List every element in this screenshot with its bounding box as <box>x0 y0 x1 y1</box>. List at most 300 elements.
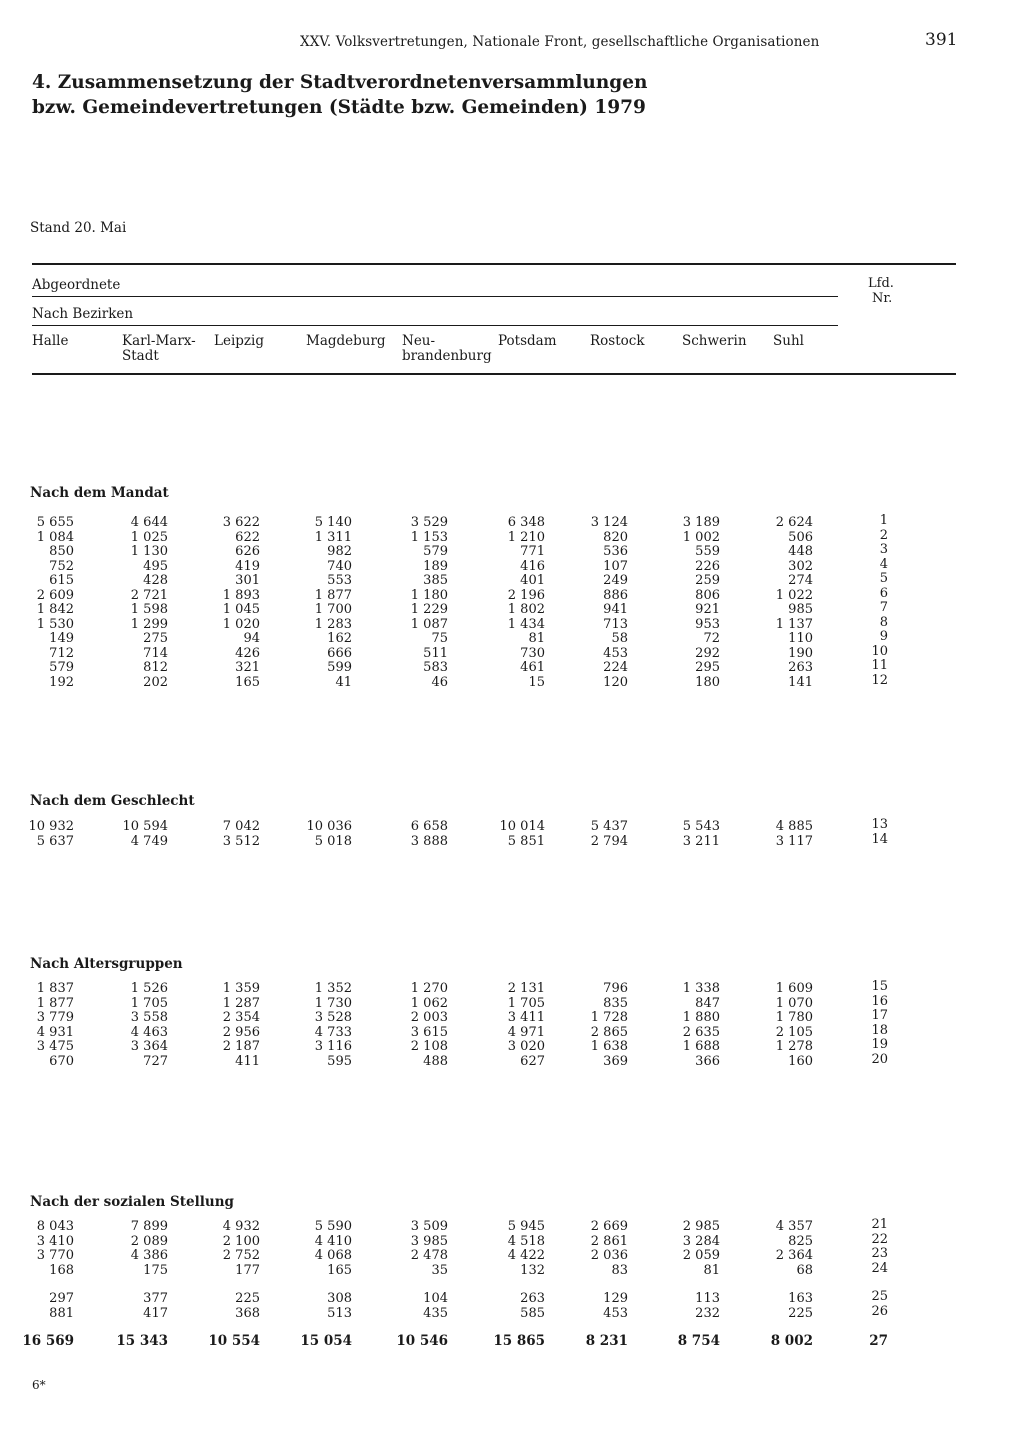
table-cell: 3 020 <box>507 1039 545 1054</box>
table-cell: 825 <box>788 1233 813 1249</box>
table-cell: 4 733 <box>314 1024 352 1040</box>
table-cell: 83 <box>611 1262 628 1278</box>
table-cell: 985 <box>788 602 813 617</box>
column-header <box>32 334 68 349</box>
stand-date: Stand 20. Mai <box>30 220 127 236</box>
column-header <box>773 334 804 349</box>
table-cell: 713 <box>603 616 628 632</box>
table-cell: 1 283 <box>314 616 352 632</box>
table-cell: 3 528 <box>314 1010 352 1025</box>
table-cell: 6 348 <box>507 515 545 530</box>
table-cell: 847 <box>695 995 720 1011</box>
table-cell: 202 <box>143 674 168 690</box>
table-cell: 1 780 <box>775 1010 813 1025</box>
table-cell: 1 705 <box>130 995 168 1011</box>
table-cell: 1 070 <box>775 995 813 1011</box>
table-cell: 3 116 <box>314 1039 352 1054</box>
row-number: 22 <box>871 1231 888 1247</box>
table-cell: 982 <box>327 544 352 559</box>
row-number: 8 <box>879 614 888 630</box>
table-cell: 583 <box>423 660 448 675</box>
total-cell: 15 054 <box>300 1333 352 1349</box>
table-cell: 1 877 <box>314 587 352 603</box>
table-cell: 2 089 <box>130 1233 168 1249</box>
table-cell: 4 644 <box>130 515 168 530</box>
table-cell: 1 609 <box>775 981 813 996</box>
table-cell: 796 <box>603 981 628 996</box>
table-cell: 411 <box>235 1053 260 1069</box>
table-cell: 141 <box>788 674 813 690</box>
table-cell: 189 <box>423 558 448 574</box>
table-cell: 75 <box>431 631 448 646</box>
column-header-line: brandenburg <box>402 348 492 364</box>
row-number: 3 <box>879 542 888 557</box>
table-cell: 488 <box>423 1053 448 1069</box>
table-cell: 941 <box>603 602 628 617</box>
page-title <box>32 70 647 120</box>
table-cell: 192 <box>49 674 74 690</box>
column-header-line: Stadt <box>122 348 159 364</box>
table-cell: 615 <box>49 573 74 588</box>
table-cell: 559 <box>695 544 720 559</box>
table-cell: 5 637 <box>36 833 74 849</box>
table-cell: 5 590 <box>314 1219 352 1234</box>
table-cell: 2 721 <box>130 587 168 603</box>
column-header <box>682 334 747 349</box>
table-cell: 190 <box>788 645 813 661</box>
table-cell: 670 <box>49 1053 74 1069</box>
table-cell: 177 <box>235 1262 260 1278</box>
table-cell: 2 108 <box>410 1039 448 1054</box>
row-number: 14 <box>871 831 888 847</box>
table-cell: 2 635 <box>682 1024 720 1040</box>
table-cell: 3 558 <box>130 1010 168 1025</box>
table-cell: 274 <box>788 573 813 588</box>
table-cell: 1 842 <box>36 602 74 617</box>
table-cell: 553 <box>327 573 352 588</box>
table-cell: 3 985 <box>410 1233 448 1249</box>
column-header <box>306 334 386 349</box>
table-cell: 4 971 <box>507 1024 545 1040</box>
row-number: 18 <box>871 1022 888 1038</box>
table-cell: 4 749 <box>130 833 168 849</box>
table-cell: 3 770 <box>36 1248 74 1263</box>
table-cell: 1 728 <box>590 1010 628 1025</box>
table-cell: 595 <box>327 1053 352 1069</box>
table-cell: 1 352 <box>314 981 352 996</box>
table-cell: 1 025 <box>130 529 168 545</box>
row-number: 16 <box>871 993 888 1009</box>
table-top-rule <box>32 263 956 265</box>
table-cell: 2 865 <box>590 1024 628 1040</box>
table-cell: 3 284 <box>682 1233 720 1249</box>
title-line-2: bzw. Gemeindevertretungen (Städte bzw. Gemeinden) 1979 <box>32 97 646 118</box>
lfd-line-1: Lfd. <box>868 276 894 291</box>
table-cell: 2 036 <box>590 1248 628 1263</box>
table-cell: 2 354 <box>222 1010 260 1025</box>
column-header <box>214 334 264 349</box>
table-cell: 160 <box>788 1053 813 1069</box>
table-cell: 110 <box>788 631 813 646</box>
table-cell: 1 880 <box>682 1010 720 1025</box>
table-cell: 263 <box>520 1291 545 1306</box>
table-cell: 81 <box>703 1262 720 1278</box>
running-header: XXV. Volksvertretungen, Nationale Front, gesellschaftliche Organisationen <box>300 34 820 50</box>
table-cell: 385 <box>423 573 448 588</box>
table-cell: 1 877 <box>36 995 74 1011</box>
header-rule-1 <box>32 296 838 297</box>
table-cell: 771 <box>520 544 545 559</box>
table-cell: 165 <box>235 674 260 690</box>
table-cell: 46 <box>431 674 448 690</box>
header-nach-bezirken: Nach Bezirken <box>32 306 134 322</box>
table-cell: 4 357 <box>775 1219 813 1234</box>
row-number: 6 <box>879 585 888 601</box>
table-cell: 622 <box>235 529 260 545</box>
table-cell: 850 <box>49 544 74 559</box>
total-cell: 8 754 <box>677 1333 720 1349</box>
table-cell: 163 <box>788 1291 813 1306</box>
table-cell: 495 <box>143 558 168 574</box>
table-cell: 511 <box>423 645 448 661</box>
lfd-line-2: Nr. <box>872 291 893 306</box>
table-cell: 428 <box>143 573 168 588</box>
header-rule-2 <box>32 325 838 326</box>
table-cell: 104 <box>423 1291 448 1306</box>
row-number: 13 <box>871 817 888 832</box>
column-header-line: Halle <box>32 333 69 349</box>
table-cell: 2 956 <box>222 1024 260 1040</box>
table-cell: 180 <box>695 674 720 690</box>
table-cell: 369 <box>603 1053 628 1069</box>
table-cell: 295 <box>695 660 720 675</box>
table-cell: 3 622 <box>222 515 260 530</box>
table-cell: 7 899 <box>130 1219 168 1234</box>
table-cell: 1 802 <box>507 602 545 617</box>
table-cell: 120 <box>603 674 628 690</box>
table-cell: 5 437 <box>590 819 628 834</box>
table-cell: 132 <box>520 1262 545 1278</box>
row-number: 15 <box>871 979 888 994</box>
table-cell: 1 730 <box>314 995 352 1011</box>
table-cell: 712 <box>49 645 74 661</box>
table-cell: 225 <box>788 1305 813 1321</box>
row-number: 24 <box>871 1260 888 1276</box>
table-cell: 302 <box>788 558 813 574</box>
table-cell: 1 084 <box>36 529 74 545</box>
table-cell: 2 861 <box>590 1233 628 1249</box>
table-cell: 435 <box>423 1305 448 1321</box>
table-cell: 129 <box>603 1291 628 1306</box>
table-cell: 1 153 <box>410 529 448 545</box>
table-cell: 5 018 <box>314 833 352 849</box>
table-cell: 4 386 <box>130 1248 168 1263</box>
table-cell: 881 <box>49 1305 74 1321</box>
table-cell: 453 <box>603 645 628 661</box>
table-cell: 3 410 <box>36 1233 74 1249</box>
column-header-line: Neu- <box>402 333 436 349</box>
table-cell: 72 <box>703 631 720 646</box>
total-cell: 8 002 <box>770 1333 813 1349</box>
row-number: 11 <box>871 658 888 673</box>
table-cell: 1 837 <box>36 981 74 996</box>
table-cell: 3 615 <box>410 1024 448 1040</box>
table-cell: 2 003 <box>410 1010 448 1025</box>
table-cell: 2 669 <box>590 1219 628 1234</box>
table-cell: 94 <box>243 631 260 646</box>
table-cell: 1 210 <box>507 529 545 545</box>
table-cell: 2 364 <box>775 1248 813 1263</box>
table-cell: 3 124 <box>590 515 628 530</box>
table-cell: 1 530 <box>36 616 74 632</box>
table-cell: 2 100 <box>222 1233 260 1249</box>
section-title: Nach der sozialen Stellung <box>30 1194 234 1210</box>
table-cell: 1 688 <box>682 1039 720 1054</box>
table-cell: 627 <box>520 1053 545 1069</box>
table-cell: 297 <box>49 1291 74 1306</box>
table-cell: 8 043 <box>36 1219 74 1234</box>
table-cell: 3 475 <box>36 1039 74 1054</box>
table-cell: 426 <box>235 645 260 661</box>
row-number: 2 <box>879 527 888 543</box>
table-cell: 579 <box>423 544 448 559</box>
row-number: 19 <box>871 1037 888 1052</box>
table-cell: 321 <box>235 660 260 675</box>
row-number: 21 <box>871 1217 888 1232</box>
table-cell: 1 002 <box>682 529 720 545</box>
table-cell: 225 <box>235 1291 260 1306</box>
table-cell: 1 598 <box>130 602 168 617</box>
row-number: 7 <box>879 600 888 615</box>
section-title: Nach dem Mandat <box>30 485 169 501</box>
total-cell: 16 569 <box>22 1333 74 1349</box>
table-cell: 6 658 <box>410 819 448 834</box>
column-header <box>122 334 196 364</box>
table-cell: 1 359 <box>222 981 260 996</box>
table-cell: 3 189 <box>682 515 720 530</box>
table-cell: 453 <box>603 1305 628 1321</box>
table-cell: 417 <box>143 1305 168 1321</box>
table-cell: 162 <box>327 631 352 646</box>
table-cell: 107 <box>603 558 628 574</box>
table-cell: 461 <box>520 660 545 675</box>
table-cell: 5 543 <box>682 819 720 834</box>
table-cell: 2 794 <box>590 833 628 849</box>
table-cell: 3 117 <box>775 833 813 849</box>
table-cell: 5 655 <box>36 515 74 530</box>
row-number: 17 <box>871 1008 888 1023</box>
table-cell: 165 <box>327 1262 352 1278</box>
table-cell: 812 <box>143 660 168 675</box>
table-cell: 4 518 <box>507 1233 545 1249</box>
table-cell: 513 <box>327 1305 352 1321</box>
table-cell: 416 <box>520 558 545 574</box>
table-cell: 10 036 <box>306 819 352 834</box>
table-cell: 366 <box>695 1053 720 1069</box>
table-cell: 249 <box>603 573 628 588</box>
table-cell: 10 594 <box>122 819 168 834</box>
table-cell: 15 <box>528 674 545 690</box>
table-cell: 3 509 <box>410 1219 448 1234</box>
table-cell: 1 022 <box>775 587 813 603</box>
table-cell: 3 888 <box>410 833 448 849</box>
header-abgeordnete: Abgeordnete <box>32 277 121 293</box>
column-header-line: Schwerin <box>682 333 747 349</box>
table-cell: 730 <box>520 645 545 661</box>
table-cell: 3 512 <box>222 833 260 849</box>
column-header-line: Potsdam <box>498 333 557 349</box>
page-number: 391 <box>925 30 958 50</box>
table-cell: 168 <box>49 1262 74 1278</box>
row-number: 25 <box>871 1289 888 1304</box>
header-lfd-nr <box>868 276 894 306</box>
table-cell: 2 196 <box>507 587 545 603</box>
total-cell: 8 231 <box>585 1333 628 1349</box>
row-number: 9 <box>879 629 888 644</box>
table-cell: 626 <box>235 544 260 559</box>
column-header-line: Magdeburg <box>306 333 386 349</box>
table-cell: 41 <box>335 674 352 690</box>
table-cell: 1 638 <box>590 1039 628 1054</box>
table-cell: 68 <box>796 1262 813 1278</box>
table-cell: 1 180 <box>410 587 448 603</box>
table-cell: 226 <box>695 558 720 574</box>
column-header <box>590 334 645 349</box>
table-cell: 835 <box>603 995 628 1011</box>
table-cell: 1 270 <box>410 981 448 996</box>
table-cell: 599 <box>327 660 352 675</box>
table-cell: 1 229 <box>410 602 448 617</box>
column-header-line: Rostock <box>590 333 645 349</box>
table-cell: 292 <box>695 645 720 661</box>
row-number: 26 <box>871 1303 888 1319</box>
table-cell: 58 <box>611 631 628 646</box>
table-cell: 4 463 <box>130 1024 168 1040</box>
table-cell: 3 529 <box>410 515 448 530</box>
table-cell: 259 <box>695 573 720 588</box>
row-number: 10 <box>871 643 888 659</box>
table-cell: 10 014 <box>499 819 545 834</box>
table-cell: 1 434 <box>507 616 545 632</box>
table-cell: 5 140 <box>314 515 352 530</box>
table-cell: 953 <box>695 616 720 632</box>
table-cell: 1 287 <box>222 995 260 1011</box>
table-cell: 308 <box>327 1291 352 1306</box>
total-cell: 15 865 <box>493 1333 545 1349</box>
table-cell: 714 <box>143 645 168 661</box>
row-number: 12 <box>871 672 888 688</box>
table-cell: 263 <box>788 660 813 675</box>
table-cell: 2 105 <box>775 1024 813 1040</box>
title-line-1: 4. Zusammensetzung der Stadtverordnetenversammlungen <box>32 72 648 93</box>
table-cell: 2 478 <box>410 1248 448 1263</box>
table-cell: 752 <box>49 558 74 574</box>
table-cell: 579 <box>49 660 74 675</box>
row-number: 27 <box>869 1333 888 1349</box>
table-cell: 727 <box>143 1053 168 1069</box>
table-cell: 2 609 <box>36 587 74 603</box>
table-cell: 1 137 <box>775 616 813 632</box>
table-cell: 224 <box>603 660 628 675</box>
row-number: 1 <box>879 513 888 528</box>
table-cell: 1 062 <box>410 995 448 1011</box>
table-cell: 232 <box>695 1305 720 1321</box>
table-cell: 4 422 <box>507 1248 545 1263</box>
table-cell: 1 311 <box>314 529 352 545</box>
table-cell: 7 042 <box>222 819 260 834</box>
table-cell: 401 <box>520 573 545 588</box>
table-cell: 301 <box>235 573 260 588</box>
column-header-line: Leipzig <box>214 333 264 349</box>
table-cell: 740 <box>327 558 352 574</box>
table-cell: 1 299 <box>130 616 168 632</box>
table-cell: 149 <box>49 631 74 646</box>
column-header <box>498 334 557 349</box>
total-cell: 10 554 <box>208 1333 260 1349</box>
table-cell: 2 059 <box>682 1248 720 1263</box>
table-header-bottom-rule <box>32 373 956 375</box>
table-cell: 921 <box>695 602 720 617</box>
table-cell: 2 752 <box>222 1248 260 1263</box>
table-cell: 10 932 <box>28 819 74 834</box>
table-cell: 506 <box>788 529 813 545</box>
total-cell: 15 343 <box>116 1333 168 1349</box>
row-number: 23 <box>871 1246 888 1261</box>
table-cell: 4 932 <box>222 1219 260 1234</box>
table-cell: 419 <box>235 558 260 574</box>
table-cell: 4 885 <box>775 819 813 834</box>
total-cell: 10 546 <box>396 1333 448 1349</box>
table-cell: 2 985 <box>682 1219 720 1234</box>
table-cell: 1 705 <box>507 995 545 1011</box>
row-number: 4 <box>879 556 888 572</box>
section-title: Nach Altersgruppen <box>30 956 183 972</box>
table-cell: 886 <box>603 587 628 603</box>
table-cell: 2 131 <box>507 981 545 996</box>
table-cell: 2 187 <box>222 1039 260 1054</box>
table-cell: 3 364 <box>130 1039 168 1054</box>
table-cell: 1 338 <box>682 981 720 996</box>
table-cell: 175 <box>143 1262 168 1278</box>
table-cell: 448 <box>788 544 813 559</box>
table-cell: 3 411 <box>507 1010 545 1025</box>
table-cell: 4 410 <box>314 1233 352 1249</box>
table-cell: 275 <box>143 631 168 646</box>
row-number: 20 <box>871 1051 888 1067</box>
table-cell: 377 <box>143 1291 168 1306</box>
table-cell: 4 931 <box>36 1024 74 1040</box>
table-cell: 368 <box>235 1305 260 1321</box>
table-cell: 1 278 <box>775 1039 813 1054</box>
table-cell: 5 851 <box>507 833 545 849</box>
table-cell: 1 020 <box>222 616 260 632</box>
table-cell: 1 087 <box>410 616 448 632</box>
table-cell: 820 <box>603 529 628 545</box>
table-cell: 3 211 <box>682 833 720 849</box>
table-cell: 35 <box>431 1262 448 1278</box>
table-cell: 806 <box>695 587 720 603</box>
column-header-line: Karl-Marx- <box>122 333 196 349</box>
column-header <box>402 334 492 364</box>
table-cell: 585 <box>520 1305 545 1321</box>
column-header-line: Suhl <box>773 333 804 349</box>
table-cell: 1 130 <box>130 544 168 559</box>
table-cell: 81 <box>528 631 545 646</box>
table-cell: 3 779 <box>36 1010 74 1025</box>
table-cell: 1 893 <box>222 587 260 603</box>
table-cell: 1 700 <box>314 602 352 617</box>
table-cell: 5 945 <box>507 1219 545 1234</box>
